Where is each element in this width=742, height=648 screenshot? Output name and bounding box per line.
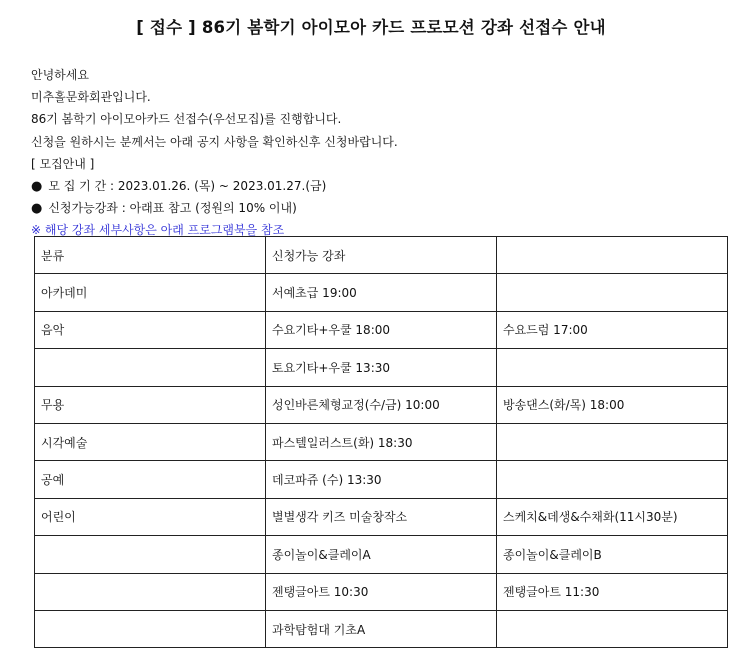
table-cell xyxy=(35,610,266,647)
table-cell: 음악 xyxy=(35,311,266,348)
request-text: 신청을 원하시는 분께서는 아래 공지 사항을 확인하신후 신청바랍니다. xyxy=(31,134,398,149)
notice-body xyxy=(31,64,398,242)
table-cell: 과학탐험대 기초A xyxy=(266,610,497,647)
table-cell: 데코파쥬 (수) 13:30 xyxy=(266,461,497,498)
table-cell: 종이놀이&클레이A xyxy=(266,536,497,573)
table-cell xyxy=(35,573,266,610)
table-cell: 서예초급 19:00 xyxy=(266,274,497,311)
courses-line xyxy=(31,197,398,219)
table-row xyxy=(35,386,728,423)
notice-text: 86기 봄학기 아이모아카드 선접수(우선모집)를 진행합니다. xyxy=(31,112,342,127)
reference-note: ※ 해당 강좌 세부사항은 아래 프로그램북을 참조 xyxy=(31,223,285,238)
table-cell: 시각예술 xyxy=(35,423,266,460)
table-cell: 방송댄스(화/목) 18:00 xyxy=(497,386,728,423)
table-row xyxy=(35,311,728,348)
table-cell xyxy=(497,349,728,386)
period-text: 모 집 기 간 : 2023.01.26. (목) ~ 2023.01.27.(금) xyxy=(48,178,327,193)
table-cell: 젠탱글아트 11:30 xyxy=(497,573,728,610)
bullet-icon: ● xyxy=(31,178,43,194)
table-row xyxy=(35,274,728,311)
greeting-text: 안녕하세요 xyxy=(31,68,89,82)
table-header-row xyxy=(35,237,728,274)
header-courses: 신청가능 강좌 xyxy=(266,237,497,274)
table-row xyxy=(35,536,728,573)
table-cell xyxy=(35,536,266,573)
table-cell: 수요기타+우쿨 18:00 xyxy=(266,311,497,348)
table-cell xyxy=(497,274,728,311)
table-cell: 젠탱글아트 10:30 xyxy=(266,573,497,610)
courses-text: 신청가능강좌 : 아래표 참고 (정원의 10% 이내) xyxy=(48,201,297,216)
header-extra xyxy=(497,237,728,274)
table-cell xyxy=(497,610,728,647)
table-cell xyxy=(497,461,728,498)
table-row xyxy=(35,573,728,610)
table-cell: 스케치&데생&수채화(11시30분) xyxy=(497,498,728,535)
table-cell: 공예 xyxy=(35,461,266,498)
section-heading: [ 모집안내 ] xyxy=(31,156,95,171)
table-row xyxy=(35,461,728,498)
bullet-icon: ● xyxy=(31,201,43,217)
org-text: 미추홀문화회관입니다. xyxy=(31,90,151,105)
table-cell: 성인바른체형교정(수/금) 10:00 xyxy=(266,386,497,423)
table-cell xyxy=(497,423,728,460)
table-cell: 무용 xyxy=(35,386,266,423)
header-category: 분류 xyxy=(35,237,266,274)
table-row xyxy=(35,498,728,535)
table-cell: 별별생각 키즈 미술창작소 xyxy=(266,498,497,535)
table-row xyxy=(35,610,728,647)
table-row xyxy=(35,349,728,386)
table-cell: 어린이 xyxy=(35,498,266,535)
table-cell: 종이놀이&클레이B xyxy=(497,536,728,573)
table-cell: 토요기타+우쿨 13:30 xyxy=(266,349,497,386)
page-title: [ 접수 ] 86기 봄학기 아이모아 카드 프로모션 강좌 선접수 안내 xyxy=(136,18,606,37)
table-cell: 파스텔일러스트(화) 18:30 xyxy=(266,423,497,460)
table-cell: 수요드럼 17:00 xyxy=(497,311,728,348)
table-cell: 아카데미 xyxy=(35,274,266,311)
period-line xyxy=(31,175,398,197)
table-row xyxy=(35,423,728,460)
table-cell xyxy=(35,349,266,386)
course-table xyxy=(34,236,728,648)
